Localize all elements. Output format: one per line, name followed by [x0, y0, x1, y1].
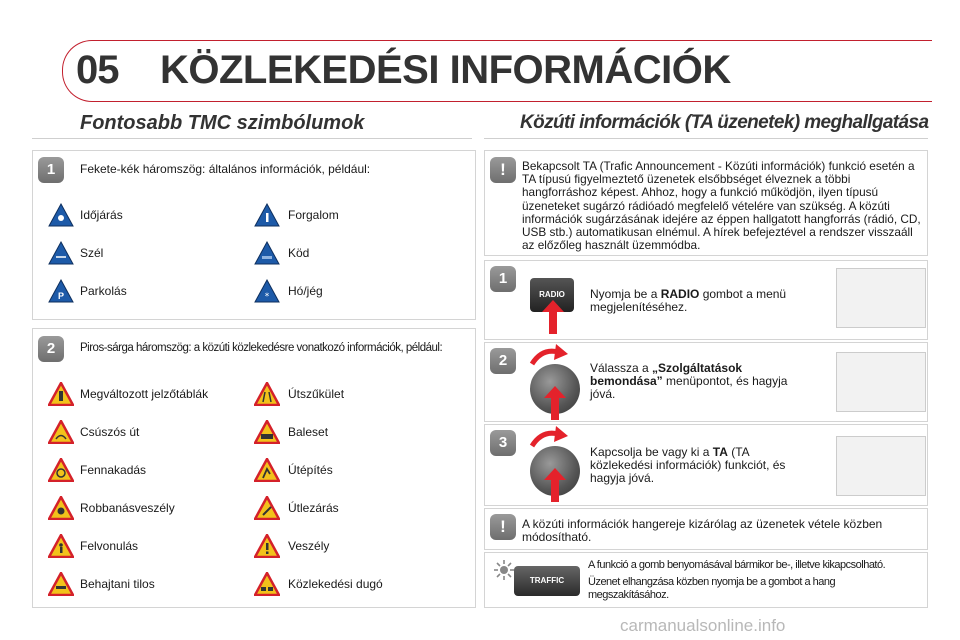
- control-panel-image: [836, 436, 926, 496]
- sign-label-weather: Időjárás: [80, 208, 123, 222]
- slippery-road-icon: [48, 420, 74, 444]
- right-section-title: Közúti információk (TA üzenetek) meghallgatása: [520, 112, 929, 133]
- volume-note-text: A közúti információk hangereje kizárólag az üzenetek vétele közben módosítható.: [522, 517, 883, 544]
- red-signs-intro: Piros-sárga háromszög: a közúti közlekedésre vonatkozó információk, például:: [80, 342, 443, 354]
- radio-panel-image: [836, 268, 926, 328]
- sign-label-accident: Baleset: [288, 425, 329, 439]
- control-panel-image: [836, 352, 926, 412]
- left-section-title: Fontosabb TMC szimbólumok: [80, 112, 365, 134]
- warning-icon: !: [490, 514, 516, 540]
- fog-sign-icon: [254, 241, 280, 265]
- parking-sign-icon: [48, 279, 74, 303]
- press-arrow-icon: [542, 386, 568, 420]
- tip-sun-icon: [492, 558, 516, 582]
- rotate-arrow-icon: [528, 426, 568, 448]
- sign-label-wind: Szél: [80, 246, 104, 260]
- road-closed-icon: [254, 496, 280, 520]
- step-1-text: Nyomja be a RADIO gombot a menü megjelenítéséhez.: [590, 287, 787, 314]
- sign-label-roadworks: Útépítés: [288, 463, 333, 477]
- step-badge-2: 2: [490, 348, 516, 374]
- delay-icon: [48, 458, 74, 482]
- weather-sign-icon: [48, 203, 74, 227]
- traffic-jam-icon: [254, 572, 280, 596]
- svg-text:P: P: [57, 291, 65, 301]
- badge-1: 1: [38, 157, 64, 183]
- rotate-arrow-icon: [528, 344, 568, 366]
- sign-label-parking: Parkolás: [80, 284, 127, 298]
- sign-label-danger: Veszély: [288, 539, 330, 553]
- step-3-text: Kapcsolja be vagy ki a TA (TA közlekedési információk) funkciót, és hagyja jóvá.: [590, 445, 786, 485]
- explosion-hazard-icon: [48, 496, 74, 520]
- snow-ice-sign-icon: [254, 279, 280, 303]
- sign-label-road-closed: Útlezárás: [288, 501, 339, 515]
- road-narrows-icon: [254, 382, 280, 406]
- chapter-number: 05: [76, 48, 119, 92]
- accident-icon: [254, 420, 280, 444]
- press-arrow-icon: [542, 468, 568, 502]
- step-badge-1: 1: [490, 266, 516, 292]
- press-arrow-icon: [540, 300, 566, 334]
- warning-icon: !: [490, 157, 516, 183]
- tip-line-2: Üzenet elhangzása közben nyomja be a gombot a hang megszakításához.: [588, 576, 836, 601]
- sign-label-procession: Felvonulás: [80, 539, 139, 553]
- step-2-text: Válassza a „Szolgáltatások bemondása” menüpontot, és hagyja jóvá.: [590, 361, 788, 401]
- ta-note-text: Bekapcsolt TA (Trafic Announcement - Közúti információk) funkció esetén a TA típusú figyelmeztető üzenetek elsőbbséget élveznek a többi hangforráshoz képest. Ahhoz, hogy a funkció működjön, ilyen típusú üzeneteket sugárzó rádióadó megfelelő vételére van szükség. A közúti információk sugárzásának idejére az éppen hallgatott hangforrás (rádió, CD, USB stb.) automatikusan elnémul. A hírek befejeztével a rendszer visszaáll az előzőleg használt üzemmódba.: [522, 159, 921, 253]
- page-title: KÖZLEKEDÉSI INFORMÁCIÓK: [160, 48, 731, 92]
- sign-label-snow: Hó/jég: [288, 284, 323, 298]
- sign-label-changed-signs: Megváltozott jelzőtáblák: [80, 387, 209, 401]
- sign-label-traffic-jam: Közlekedési dugó: [288, 577, 383, 591]
- changed-signs-icon: [48, 382, 74, 406]
- danger-icon: [254, 534, 280, 558]
- roadworks-icon: [254, 458, 280, 482]
- sign-label-delay: Fennakadás: [80, 463, 147, 477]
- sign-label-road-narrows: Útszűkület: [288, 387, 345, 401]
- badge-2: 2: [38, 336, 64, 362]
- blue-signs-intro: Fekete-kék háromszög: általános információk, például:: [80, 162, 371, 176]
- wind-sign-icon: [48, 241, 74, 265]
- svg-text:*: *: [264, 292, 270, 302]
- watermark: carmanualsonline.info: [620, 616, 786, 635]
- tip-line-1: A funkció a gomb benyomásával bármikor be-, illetve kikapcsolható.: [588, 559, 886, 571]
- sign-label-no-entry: Behajtani tilos: [80, 577, 155, 591]
- sign-label-fog: Köd: [288, 246, 310, 260]
- sign-label-traffic: Forgalom: [288, 208, 339, 222]
- no-entry-icon: [48, 572, 74, 596]
- left-title-underline: [32, 138, 472, 139]
- traffic-info-sign-icon: [254, 203, 280, 227]
- procession-icon: [48, 534, 74, 558]
- right-title-underline: [484, 138, 928, 139]
- sign-label-slippery: Csúszós út: [80, 425, 140, 439]
- radio-button-image: RADIO: [530, 278, 574, 312]
- traffic-button-image: TRAFFIC: [514, 566, 580, 596]
- step-badge-3: 3: [490, 430, 516, 456]
- sign-label-explosion: Robbanásveszély: [80, 501, 175, 515]
